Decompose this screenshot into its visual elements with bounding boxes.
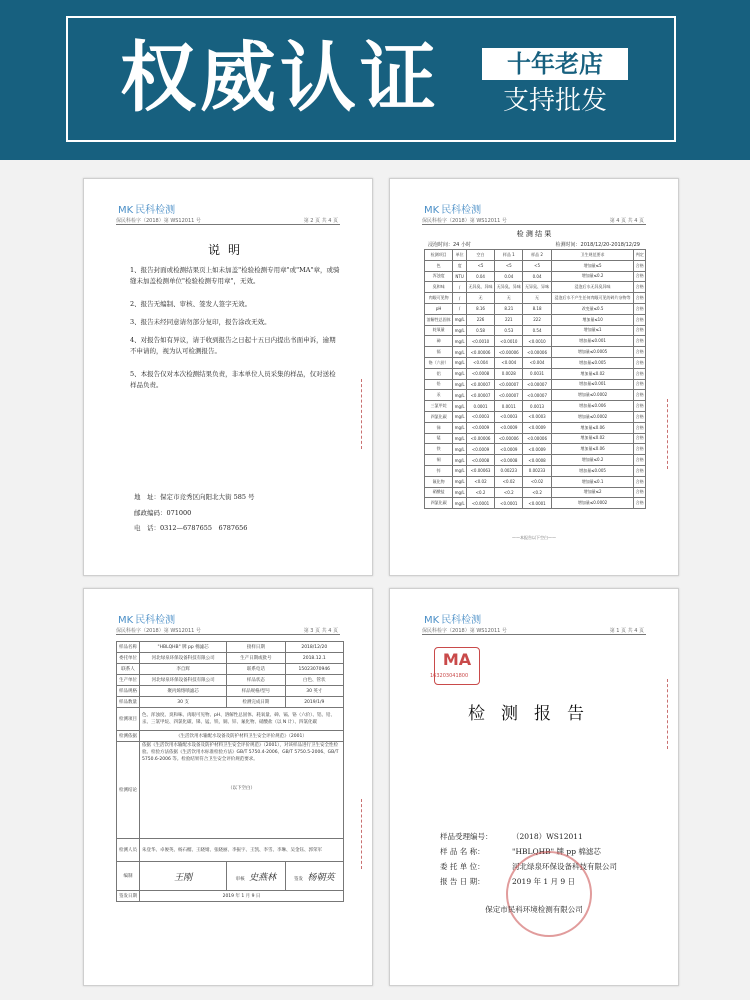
table-row [117,697,344,708]
table-cell: 无 [466,293,494,304]
column-header: 空白 [466,250,494,261]
table-row [117,731,344,742]
table-cell: mg/L [453,476,467,487]
table-cell: 0.54 [523,325,551,336]
table-cell: 合格 [634,260,646,271]
table-cell: 汞 [425,390,453,401]
table-row [117,664,344,675]
table-cell: 浸泡后水无异臭异味 [551,282,634,293]
lab-postcode: 邮政编码：071000 [134,509,192,517]
report-number: 保民科检字（2018）第 WS12011 号 [422,628,507,634]
table-cell: <0.2 [495,487,523,498]
page-number: 第 2 页 共 4 页 [303,218,338,224]
table-cell: 色 [425,260,453,271]
table-row [425,357,646,368]
field-label: 样品状态 [227,675,285,686]
field-label: 生产单位 [117,675,140,686]
table-row [117,742,344,839]
table-cell: 0.04 [523,271,551,282]
column-header: 单位 [453,250,467,261]
table-cell: 增加量≤0.005 [551,357,634,368]
report-number: 保民科检字（2018）第 WS12011 号 [116,218,201,224]
table-cell: <0.00007 [523,390,551,401]
official-seal [506,851,592,937]
table-cell: 增加量≤0.02 [551,433,634,444]
table-row [425,401,646,412]
table-row [425,411,646,422]
field-value: 河北绿泉环保设备科技有限公司 [140,675,227,686]
lab-address: 地 址：保定市竞秀区向阳北大街 585 号 [134,493,255,501]
table-cell: mg/L [453,390,467,401]
table-cell: 0.0028 [495,368,523,379]
field-value: 李自辉 [140,664,227,675]
table-cell: <0.004 [466,357,494,368]
table-cell: 0.53 [495,325,523,336]
report-cover-page [389,588,679,986]
basis-label: 检测依据 [117,731,140,742]
instruction-item: 4、对报告如有异议，请于收到报告之日起十五日内提出书面申诉，逾期不申请的，视为认可检测报告。 [130,336,336,355]
review-cell: 审核 史燕林 [227,862,285,891]
table-row [425,455,646,466]
table-cell: 四氯化碳 [425,411,453,422]
table-cell: <0.0001 [466,498,494,509]
field-value: 河北绿泉环保设备科技有限公司 [140,653,227,664]
field-value: 30 支 [140,697,227,708]
table-cell: 四氯化碳 [425,498,453,509]
table-cell: 增加量≤0.2 [551,271,634,282]
table-cell: 合格 [634,498,646,509]
table-row [425,293,646,304]
table-cell: 增加量≤0.06 [551,422,634,433]
table-cell: 氟化物 [425,476,453,487]
table-cell: 三氯甲烷 [425,401,453,412]
table-cell: 合格 [634,379,646,390]
instruction-item: 5、本报告仅对本次检测结果负责，非本单位人员采集的样品，仅对送检样品负责。 [130,370,336,389]
field-label: 样品规格 [117,686,140,697]
table-cell: 合格 [634,314,646,325]
table-cell: 8.21 [495,303,523,314]
table-row [117,708,344,731]
table-cell: <0.0009 [466,422,494,433]
page-number: 第 3 页 共 4 页 [303,628,338,634]
table-cell: 肉眼可见物 [425,293,453,304]
table-cell: <0.0008 [466,368,494,379]
date-label: 签发日期 [117,891,140,902]
table-cell: 0.04 [495,271,523,282]
table-cell: <0.00006 [495,347,523,358]
table-cell: <0.0001 [495,498,523,509]
table-cell: 溶解性总固体 [425,314,453,325]
table-cell: 铅 [425,379,453,390]
page-number: 第 4 页 共 4 页 [609,218,644,224]
table-row [117,653,344,664]
results-table [424,249,646,509]
table-cell: 8.18 [523,303,551,314]
table-row [117,686,344,697]
banner-badge: 十年老店 [482,48,628,80]
table-cell: <0.0009 [495,422,523,433]
table-cell: 0.0011 [495,401,523,412]
report-number: 保民科检字（2018）第 WS12011 号 [116,628,201,634]
table-cell: 铝 [425,368,453,379]
table-cell: 222 [523,314,551,325]
column-header: 判定 [634,250,646,261]
table-cell: 合格 [634,357,646,368]
table-cell: 8.16 [466,303,494,314]
table-row [425,271,646,282]
table-cell: <0.0009 [495,444,523,455]
table-row [425,433,646,444]
conclusion-text: 依据《生活饮用水输配水设备及防护材料卫生安全评价规范》（2001），对该样品进行卫生安全性检验。检验方法依据《生活饮用水标准检验方法》GB/T 5750.4-2006、GB/T 5750.5-2006、GB/T 5750.6-2006 等。检验结果符合卫生安全评价规范要求。 [142,743,339,762]
table-cell: 增加量≤10 [551,314,634,325]
table-cell: 无 [495,293,523,304]
table-cell: <0.02 [466,476,494,487]
field-value: 白色、管状 [285,675,343,686]
table-cell: 合格 [634,293,646,304]
field-value: 30 英寸 [285,686,343,697]
report-page-instructions [83,178,373,576]
instruction-item: 1、报告封面或检测结果页上如未加盖"检验检测专用章"或"MA"章，或骑缝未加盖检测单位"检验检测专用章"，无效。 [130,266,340,285]
column-header: 检测项目 [425,250,453,261]
table-cell: 增加量≤0.0002 [551,390,634,401]
field-label: 接样日期 [227,642,285,653]
table-cell: 铬（六价） [425,357,453,368]
table-cell: <0.0003 [523,411,551,422]
sample-info-table [116,641,344,902]
table-cell: pH [425,303,453,314]
table-row [425,379,646,390]
table-row [425,444,646,455]
table-cell: <0.0010 [495,336,523,347]
table-cell: 221 [495,314,523,325]
approve-cell: 签发 杨朝英 [285,862,343,891]
table-cell: 增加量≤0.02 [551,368,634,379]
testing-institution: 保定市民科环境检测有限公司 [485,905,583,914]
seam-stamp [667,399,678,469]
table-cell: 0.58 [466,325,494,336]
table-row [425,303,646,314]
table-cell: <0.2 [523,487,551,498]
issue-date: 2019 年 1 月 9 日 [140,891,344,902]
table-cell: 增加量≤0.06 [551,444,634,455]
table-cell: 增加量≤0.006 [551,401,634,412]
lab-logo: MK 民科检测 [118,615,176,626]
column-header: 样品 1 [495,250,523,261]
header-rule [116,634,340,635]
table-row [425,314,646,325]
table-cell: 锌 [425,465,453,476]
table-cell: 增加量≤0.0002 [551,498,634,509]
table-cell: <0.00006 [523,433,551,444]
lab-logo: MK 民科检测 [424,615,482,626]
table-cell: 铜 [425,455,453,466]
table-cell: 增加量≤0.001 [551,336,634,347]
results-info [428,241,640,248]
info-body [117,642,344,708]
table-cell: 增加量≤0.005 [551,465,634,476]
table-cell: 0.0001 [466,401,494,412]
table-cell: <0.0009 [523,422,551,433]
field-value: 2019/1/9 [285,697,343,708]
table-cell: <5 [495,260,523,271]
table-cell: <0.0009 [523,444,551,455]
table-row [425,336,646,347]
cover-title: 检测报告 [468,704,600,724]
table-cell: / [453,293,467,304]
items-label: 检测项目 [117,708,140,731]
report-page-results [389,178,679,576]
table-cell: <0.00006 [523,347,551,358]
table-cell: 砷 [425,336,453,347]
table-cell: 0.00233 [523,465,551,476]
table-cell: 合格 [634,487,646,498]
table-cell: mg/L [453,401,467,412]
table-cell: 合格 [634,444,646,455]
table-cell: mg/L [453,325,467,336]
table-cell: mg/L [453,444,467,455]
table-header-row [425,250,646,261]
seam-stamp [361,799,372,869]
results-body [425,260,646,508]
staff-text: 朱登华、卓俊英、杨石榴、王晓婧、张晓丽、李振宇、王凯、李雪、李琳、吴金钰、郭荣军 [140,839,344,862]
table-cell: <0.0009 [466,444,494,455]
table-row [425,476,646,487]
table-cell: 合格 [634,476,646,487]
table-cell: mg/L [453,314,467,325]
table-cell: 合格 [634,303,646,314]
conclusion-label: 检测结论 [117,742,140,839]
table-cell: 合格 [634,433,646,444]
table-cell: <0.004 [523,357,551,368]
lab-phone: 电 话：0312—6787655 6787656 [134,524,248,532]
table-cell: 增加量≤5 [551,260,634,271]
table-cell: <0.004 [495,357,523,368]
report-number: 保民科检字（2018）第 WS12011 号 [422,218,507,224]
table-cell: mg/L [453,379,467,390]
cover-field: 样 品 名 称： "HBLQHB" 牌 pp 棉滤芯 [440,847,601,856]
table-cell: 合格 [634,411,646,422]
table-cell: mg/L [453,411,467,422]
table-cell: 226 [466,314,494,325]
table-cell: 改变量≤0.5 [551,303,634,314]
table-cell: 0.00223 [495,465,523,476]
table-cell: 度 [453,260,467,271]
table-cell: 铁 [425,444,453,455]
table-cell: mg/L [453,487,467,498]
field-value: 15023070946 [285,664,343,675]
table-row [425,498,646,509]
table-cell: 锑 [425,422,453,433]
banner-subtitle: 支持批发 [502,86,607,116]
instruction-item: 2、报告无编制、审核、签发人签字无效。 [130,300,252,308]
table-cell: <0.00006 [466,347,494,358]
table-cell: 锰 [425,433,453,444]
report-page-sample-info [83,588,373,986]
table-cell: <0.0008 [495,455,523,466]
table-cell: / [453,303,467,314]
table-cell: <0.0008 [466,455,494,466]
table-cell: <0.00006 [466,433,494,444]
table-cell: 合格 [634,271,646,282]
table-cell: 0.0013 [523,401,551,412]
table-row [117,839,344,862]
table-row [117,642,344,653]
compile-signature: 王刚 [140,862,227,891]
table-cell: 合格 [634,325,646,336]
table-row [425,282,646,293]
signature-row [117,862,344,891]
table-cell: <0.0003 [466,411,494,422]
blank-note: （以下空白） [228,786,255,791]
lab-logo: MK 民科检测 [118,205,176,216]
table-cell: 无异臭、异味 [495,282,523,293]
table-cell: 合格 [634,336,646,347]
field-label: 样品规格/型号 [227,686,285,697]
table-row [425,465,646,476]
table-cell: <0.02 [495,476,523,487]
table-cell: 无异臭、异味 [523,282,551,293]
table-cell: <0.0008 [523,455,551,466]
table-cell: <5 [523,260,551,271]
table-cell: 耗氧量 [425,325,453,336]
items-text: 色、浑浊度、臭和味、肉眼可见物、pH、溶解性总固体、耗氧量、砷、镉、铬（六价）、铝、铅、汞、三氯甲烷、四氯化碳、锑、锰、铁、铜、锌、氟化物、硝酸盐（以 N 计）、四氯化碳 [140,708,344,731]
table-cell: <0.00007 [466,390,494,401]
table-cell: mg/L [453,422,467,433]
table-cell: / [453,282,467,293]
table-cell: <0.00063 [466,465,494,476]
table-row [117,675,344,686]
field-value: 聚丙烯熔喷滤芯 [140,686,227,697]
table-cell: 合格 [634,401,646,412]
field-label: 委托单位 [117,653,140,664]
test-period: 检测时间：2018/12/20-2018/12/29 [555,242,640,248]
table-cell: 合格 [634,465,646,476]
table-cell: <5 [466,260,494,271]
instruction-item: 3、报告未经同意请勿部分复印，报告涂改无效。 [130,318,271,326]
instructions-heading: 说明 [207,243,248,257]
soak-time: 浸泡时间：24 小时 [428,242,471,248]
column-header: 样品 2 [523,250,551,261]
header-banner [0,0,750,160]
table-row [425,368,646,379]
table-cell: 增加量≤0.2 [551,455,634,466]
table-cell: NTU [453,271,467,282]
compile-label: 编制 [117,862,140,891]
staff-label: 检测人员 [117,839,140,862]
table-cell: 增加量≤0.0002 [551,411,634,422]
table-cell: 合格 [634,422,646,433]
table-row [425,260,646,271]
table-row [425,422,646,433]
table-cell: <0.0010 [523,336,551,347]
table-cell: 合格 [634,282,646,293]
table-cell: 无异臭、异味 [466,282,494,293]
page-number: 第 1 页 共 4 页 [609,628,644,634]
field-value: 2018/12/20 [285,642,343,653]
table-cell: 硝酸盐 [425,487,453,498]
table-cell: <0.0001 [523,498,551,509]
table-row [425,325,646,336]
field-label: 样品数量 [117,697,140,708]
table-cell: <0.00007 [495,379,523,390]
basis-text: 《生活饮用水输配水设备及防护材料卫生安全评价规范》（2001） [140,731,344,742]
header-rule [116,224,340,225]
results-title: 检 测 结 果 [516,230,552,238]
table-cell: 增加量≤1 [551,325,634,336]
table-cell: mg/L [453,498,467,509]
table-cell: <0.0003 [495,411,523,422]
table-cell: mg/L [453,433,467,444]
table-cell: mg/L [453,357,467,368]
cover-field: 委 托 单 位： 河北绿泉环保设备科技有限公司 [440,862,617,871]
seam-stamp [361,379,372,449]
field-value: "HBLQHB" 牌 pp 棉滤芯 [140,642,227,653]
conclusion-cell [140,742,344,839]
table-cell: 增加量≤0.1 [551,476,634,487]
table-row [425,390,646,401]
table-cell: 浑浊度 [425,271,453,282]
column-header: 卫生规范要求 [551,250,634,261]
table-cell: 臭和味 [425,282,453,293]
field-label: 联系电话 [227,664,285,675]
table-cell: 合格 [634,368,646,379]
table-cell: <0.2 [466,487,494,498]
table-row [117,891,344,902]
ma-stamp: MA [434,647,480,685]
table-cell: 合格 [634,347,646,358]
table-cell: 合格 [634,455,646,466]
banner-title: 权威认证 [120,33,440,122]
table-cell: mg/L [453,368,467,379]
table-cell: 合格 [634,390,646,401]
cover-field: 样品受理编号： （2018）WS12011 [440,832,583,841]
table-cell: 0.04 [466,271,494,282]
header-rule [422,224,646,225]
table-cell: <0.00007 [466,379,494,390]
table-row [425,347,646,358]
table-cell: <0.00007 [523,379,551,390]
table-cell: mg/L [453,465,467,476]
table-cell: 0.0031 [523,368,551,379]
table-cell: mg/L [453,347,467,358]
field-label: 生产日期或批号 [227,653,285,664]
field-label: 检测完成日期 [227,697,285,708]
table-cell: 增加量≤0.0005 [551,347,634,358]
table-cell: 镉 [425,347,453,358]
lab-logo: MK 民科检测 [424,205,482,216]
table-cell: <0.00006 [495,433,523,444]
table-cell: <0.0010 [466,336,494,347]
table-end-note: ——本报告以下空白—— [512,535,556,540]
table-cell: 浸泡后水不产生任何肉眼可见的碎片杂物等 [551,293,634,304]
table-cell: 增加量≤2 [551,487,634,498]
table-cell: 无 [523,293,551,304]
header-rule [422,634,646,635]
table-cell: <0.02 [523,476,551,487]
field-label: 联系人 [117,664,140,675]
table-cell: mg/L [453,455,467,466]
seam-stamp [667,679,678,749]
field-label: 样品名称 [117,642,140,653]
ma-stamp-number: 163203041800 [430,673,469,679]
cover-field: 报 告 日 期： 2019 年 1 月 9 日 [440,877,576,886]
field-value: 2018.12.1 [285,653,343,664]
table-cell: 增加量≤0.001 [551,379,634,390]
table-cell: <0.00007 [495,390,523,401]
table-cell: mg/L [453,336,467,347]
table-row [425,487,646,498]
